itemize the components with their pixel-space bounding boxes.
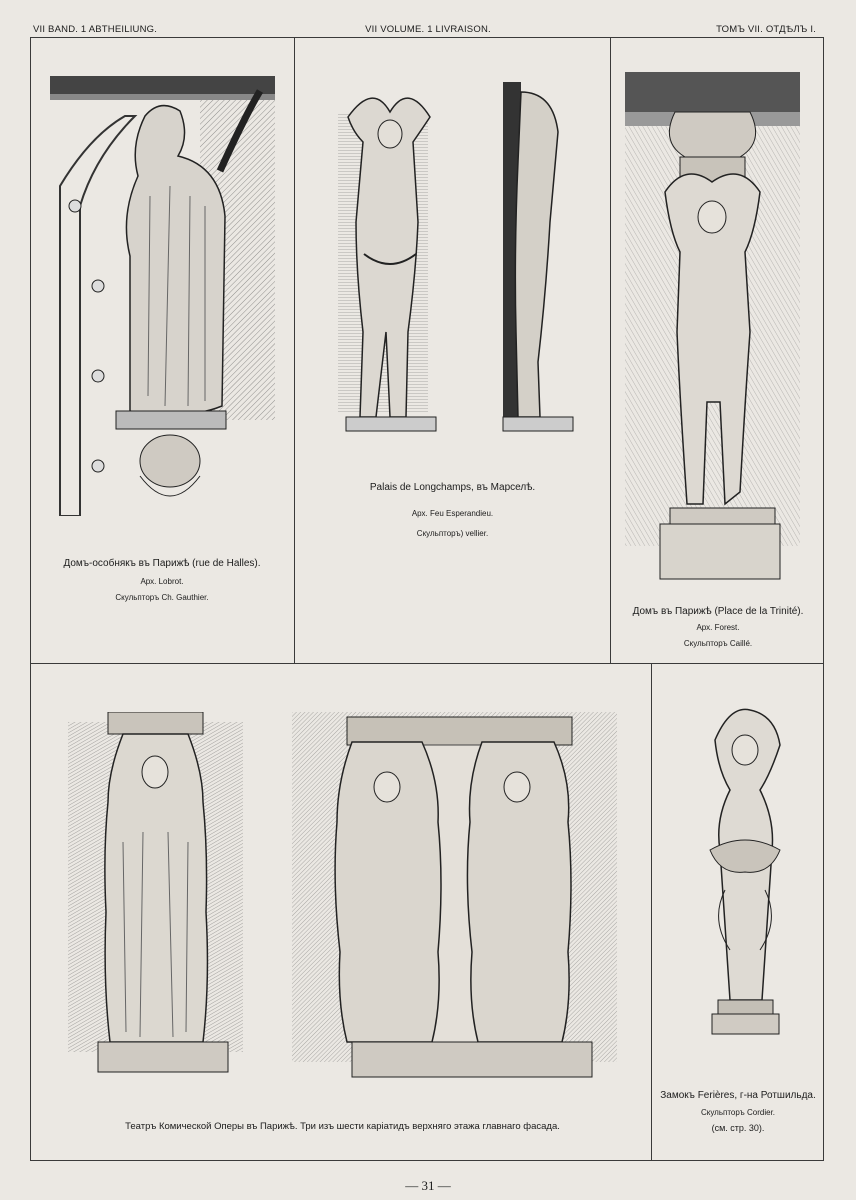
horizontal-divider (30, 663, 824, 664)
header-center: VII VOLUME. 1 LIVRAISON. (365, 24, 491, 35)
plate-3-sculptor: Скульпторъ Caillé. (683, 639, 753, 648)
engraving-caryatids-opera-pair (292, 712, 617, 1087)
caption-plate-3 (612, 606, 824, 655)
caption-plate-5 (652, 1090, 824, 1140)
plate-2-title: Palais de Longchamps, въ Марселѣ. (369, 482, 536, 493)
header-left: VII BAND. 1 ABTHEILIUNG. (33, 24, 158, 35)
engraving-atlas-trinite (625, 72, 800, 587)
header-right: ТОМЪ VII. ОТДѢЛЪ I. (716, 24, 816, 35)
plate-4-title: Театръ Комической Оперы въ Парижѣ. Три изъ шести каріатидъ верхняго этажа главнаго фасада. (125, 1121, 560, 1132)
engraving-caryatid-rue-de-halles (50, 76, 275, 516)
plate-3-architect: Арх. Forest. (696, 623, 740, 632)
caption-plate-2 (305, 482, 600, 545)
plate-1-sculptor: Скульпторъ Ch. Gauthier. (115, 593, 209, 602)
engraving-herm-ferrieres (690, 700, 800, 1060)
caption-plate-1 (42, 558, 282, 609)
plate-5-sculptor: Скульпторъ Cordier. (700, 1108, 776, 1117)
plate-5-title: Замокъ Ferières, г-на Ротшильда. (660, 1090, 816, 1101)
caption-plate-4 (40, 1121, 645, 1140)
vertical-divider-top-1 (294, 37, 295, 663)
plate-5-note: (см. стр. 30). (711, 1123, 765, 1133)
vertical-divider-bottom (651, 663, 652, 1161)
engraving-caryatid-opera-single (68, 712, 243, 1087)
plate-1-title: Домъ-особнякъ въ Парижѣ (rue de Halles). (63, 558, 261, 569)
plate-2-sculptor: Скульпторъ) vellier. (416, 529, 489, 538)
vertical-divider-top-2 (610, 37, 611, 663)
plate-1-architect: Арх. Lobrot. (140, 577, 184, 586)
plate-3-title: Домъ въ Парижѣ (Place de la Trinité). (632, 606, 804, 617)
engraving-atlantes-longchamps (318, 72, 588, 442)
plate-2-architect: Арх. Feu Esperandieu. (411, 509, 494, 518)
page-number: — 31 — (405, 1178, 451, 1193)
